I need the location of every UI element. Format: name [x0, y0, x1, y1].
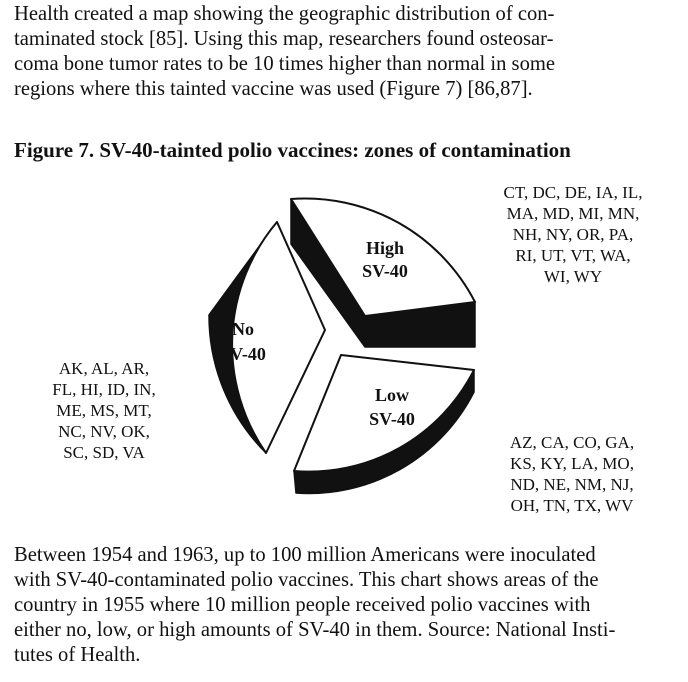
caption-line: with SV-40-contaminated polio vaccines. This chart shows areas of the: [14, 569, 599, 591]
no-zone-label-line1: No: [232, 319, 254, 339]
states-line: AZ, CA, CO, GA,: [509, 433, 635, 452]
states-line: SC, SD, VA: [63, 443, 145, 462]
figure-title: Figure 7. SV-40-tainted polio vaccines: zones of contamination: [14, 138, 571, 162]
states-line: WI, WY: [543, 267, 603, 286]
no-zone-label-line2: SV-40: [220, 344, 266, 364]
intro-line: taminated stock [85]. Using this map, researchers found osteosar-: [14, 28, 554, 50]
high-zone-states: [478, 182, 668, 287]
states-line: NH, NY, OR, PA,: [512, 225, 634, 244]
states-line: CT, DC, DE, IA, IL,: [503, 183, 643, 202]
states-line: KS, KY, LA, MO,: [510, 454, 634, 473]
caption-line: either no, low, or high amounts of SV-40 in them. Source: National Insti-: [14, 619, 616, 641]
intro-line: coma bone tumor rates to be 10 times higher than normal in some: [14, 53, 556, 75]
high-zone-label-line1: High: [365, 238, 405, 258]
low-zone-states: [472, 432, 672, 516]
states-line: ND, NE, NM, NJ,: [510, 475, 634, 494]
states-line: MA, MD, MI, MN,: [506, 204, 640, 223]
intro-line: Health created a map showing the geographic distribution of con-: [14, 3, 555, 25]
caption-line: tutes of Health.: [14, 644, 141, 666]
states-line: AK, AL, AR,: [58, 359, 150, 378]
states-line: OH, TN, TX, WV: [510, 496, 634, 515]
caption-line: Between 1954 and 1963, up to 100 million Americans were inoculated: [14, 544, 596, 566]
high-zone-label-line2: SV-40: [362, 261, 408, 281]
states-line: ME, MS, MT,: [56, 401, 152, 420]
caption-line: country in 1955 where 10 million people received polio vaccines with: [14, 594, 591, 616]
low-zone-label-line1: Low: [374, 385, 410, 405]
figure-caption: [14, 543, 678, 668]
low-zone-label-line2: SV-40: [369, 409, 415, 429]
intro-line: regions where this tainted vaccine was used (Figure 7) [86,87].: [14, 78, 533, 100]
no-zone-states: [26, 358, 182, 463]
states-line: FL, HI, ID, IN,: [52, 380, 156, 399]
states-line: RI, UT, VT, WA,: [515, 246, 631, 265]
states-line: NC, NV, OK,: [58, 422, 150, 441]
